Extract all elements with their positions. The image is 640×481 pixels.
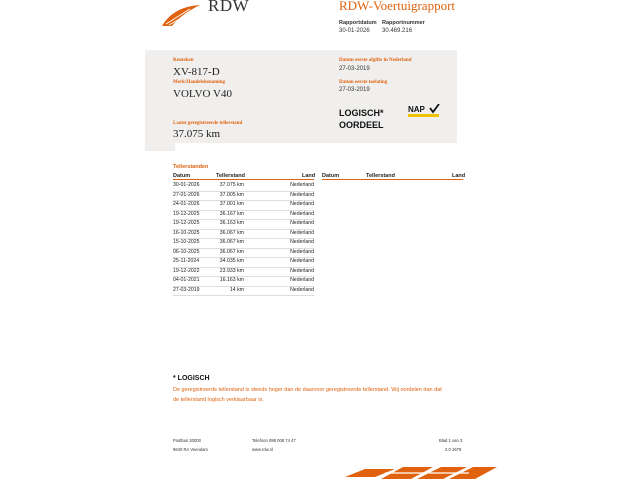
col-datum-header-2: Datum — [322, 173, 340, 179]
row-tellerstand: 23.933 km — [219, 267, 244, 274]
table-row — [173, 191, 314, 201]
row-datum: 19-12-2025 — [173, 210, 200, 217]
footer-web: www.rdw.nl — [252, 447, 273, 452]
rapportnummer-value: 30.469.216 — [382, 28, 413, 34]
row-datum: 27-03-2019 — [173, 286, 200, 293]
table-row — [173, 257, 314, 267]
footer-adres: 9640 RA Veendam — [173, 447, 208, 452]
row-land: Nederland — [290, 277, 314, 283]
vehicle-panel-tab — [145, 143, 175, 151]
row-land: Nederland — [290, 210, 314, 217]
table-row — [173, 286, 314, 296]
row-datum: 27-01-2026 — [173, 191, 200, 198]
table-row — [173, 229, 314, 239]
table-row — [173, 210, 314, 220]
row-tellerstand: 37.075 km — [219, 182, 244, 188]
row-datum: 15-10-2025 — [173, 239, 200, 245]
toelating-value: 27-03-2019 — [339, 87, 370, 93]
table-header-rule-2 — [322, 179, 463, 180]
tellerstand-value: 37.075 km — [173, 128, 221, 140]
footer-stripes-decoration — [345, 465, 497, 481]
row-tellerstand: 36.067 km — [219, 239, 244, 245]
kenteken-value: XV-817-D — [173, 66, 220, 78]
col-land-header-2: Land — [452, 173, 466, 179]
footer-telefoon: Telefoon 088 008 74 47 — [252, 438, 296, 443]
table-row — [173, 248, 314, 258]
row-datum: 30-01-2026 — [173, 182, 200, 188]
row-land: Nederland — [290, 220, 314, 226]
table-row — [173, 267, 314, 277]
row-tellerstand: 36.167 km — [219, 210, 244, 217]
table-header-rule — [173, 179, 314, 180]
row-tellerstand: 37.001 km — [219, 201, 244, 207]
row-datum: 24-01-2026 — [173, 201, 200, 207]
rapportdatum-label: Rapportdatum — [339, 20, 377, 26]
report-title: RDW-Voertuigrapport — [339, 0, 456, 13]
row-datum: 04-01-2021 — [173, 277, 200, 283]
footer-postbus: Postbus 30000 — [173, 438, 201, 443]
footer-code: 2.0 1679 — [445, 447, 462, 452]
rdw-logo-icon — [160, 2, 202, 28]
merk-value: VOLVO V40 — [173, 88, 232, 100]
row-datum: 16-10-2025 — [173, 229, 200, 236]
row-datum: 25-11-2024 — [173, 258, 200, 264]
row-tellerstand: 36.067 km — [219, 248, 244, 255]
row-datum: 19-12-2025 — [173, 220, 200, 226]
row-land: Nederland — [290, 286, 314, 293]
row-tellerstand: 34.035 km — [219, 258, 244, 264]
col-tellerstand-header: Tellerstand — [216, 173, 245, 179]
row-datum: 06-10-2025 — [173, 248, 200, 255]
row-land: Nederland — [290, 191, 314, 198]
nap-logo-icon — [408, 104, 440, 118]
row-land: Nederland — [290, 248, 314, 255]
oordeel-badge — [339, 107, 384, 131]
col-datum-header: Datum — [173, 173, 191, 179]
tellerstand-label: Laatst geregistreerde tellerstand — [173, 121, 243, 126]
row-land: Nederland — [290, 229, 314, 236]
row-datum: 19-12-2022 — [173, 267, 200, 274]
row-land: Nederland — [290, 258, 314, 264]
row-tellerstand: 36.163 km — [219, 220, 244, 226]
row-land: Nederland — [290, 201, 314, 207]
brand-name: RDW — [208, 0, 250, 15]
table-row — [173, 219, 314, 229]
table-row — [173, 181, 314, 191]
afgifte-value: 27-03-2019 — [339, 66, 370, 72]
row-tellerstand: 14 km — [229, 286, 244, 293]
tellerstanden-title: Tellerstanden — [173, 164, 209, 170]
row-land: Nederland — [290, 267, 314, 274]
afgifte-label: Datum eerste afgifte in Nederland — [339, 58, 412, 63]
oordeel-line2: OORDEEL — [339, 120, 384, 130]
nap-text: NAP — [408, 105, 425, 114]
kenteken-label: Kenteken — [173, 58, 194, 63]
col-tellerstand-header-2: Tellerstand — [366, 173, 395, 179]
table-row — [173, 238, 314, 248]
table-row — [173, 276, 314, 286]
col-land-header: Land — [302, 173, 316, 179]
footer-pagina: Blad 1 van 3 — [439, 438, 463, 443]
row-divider — [173, 295, 314, 296]
rapportdatum-value: 30-01-2026 — [339, 28, 370, 34]
merk-label: Merk/Handelsbenaming — [173, 80, 225, 85]
row-land: Nederland — [290, 239, 314, 245]
toelating-label: Datum eerste toelating — [339, 80, 388, 85]
table-row — [173, 200, 314, 210]
oordeel-line1: LOGISCH* — [339, 108, 384, 118]
row-tellerstand: 37.005 km — [219, 191, 244, 198]
row-land: Nederland — [290, 182, 314, 188]
logisch-explanation: De geregistreerde tellerstand is steeds hoger dan de daarvoor geregistreerde tellerstand. Wij oordelen dan dat de tellerstand logisch verklaarbaar is. — [173, 387, 442, 403]
row-tellerstand: 16.163 km — [219, 277, 244, 283]
row-tellerstand: 36.067 km — [219, 229, 244, 236]
logisch-title: * LOGISCH — [173, 375, 210, 382]
rapportnummer-label: Rapportnummer — [382, 20, 425, 26]
